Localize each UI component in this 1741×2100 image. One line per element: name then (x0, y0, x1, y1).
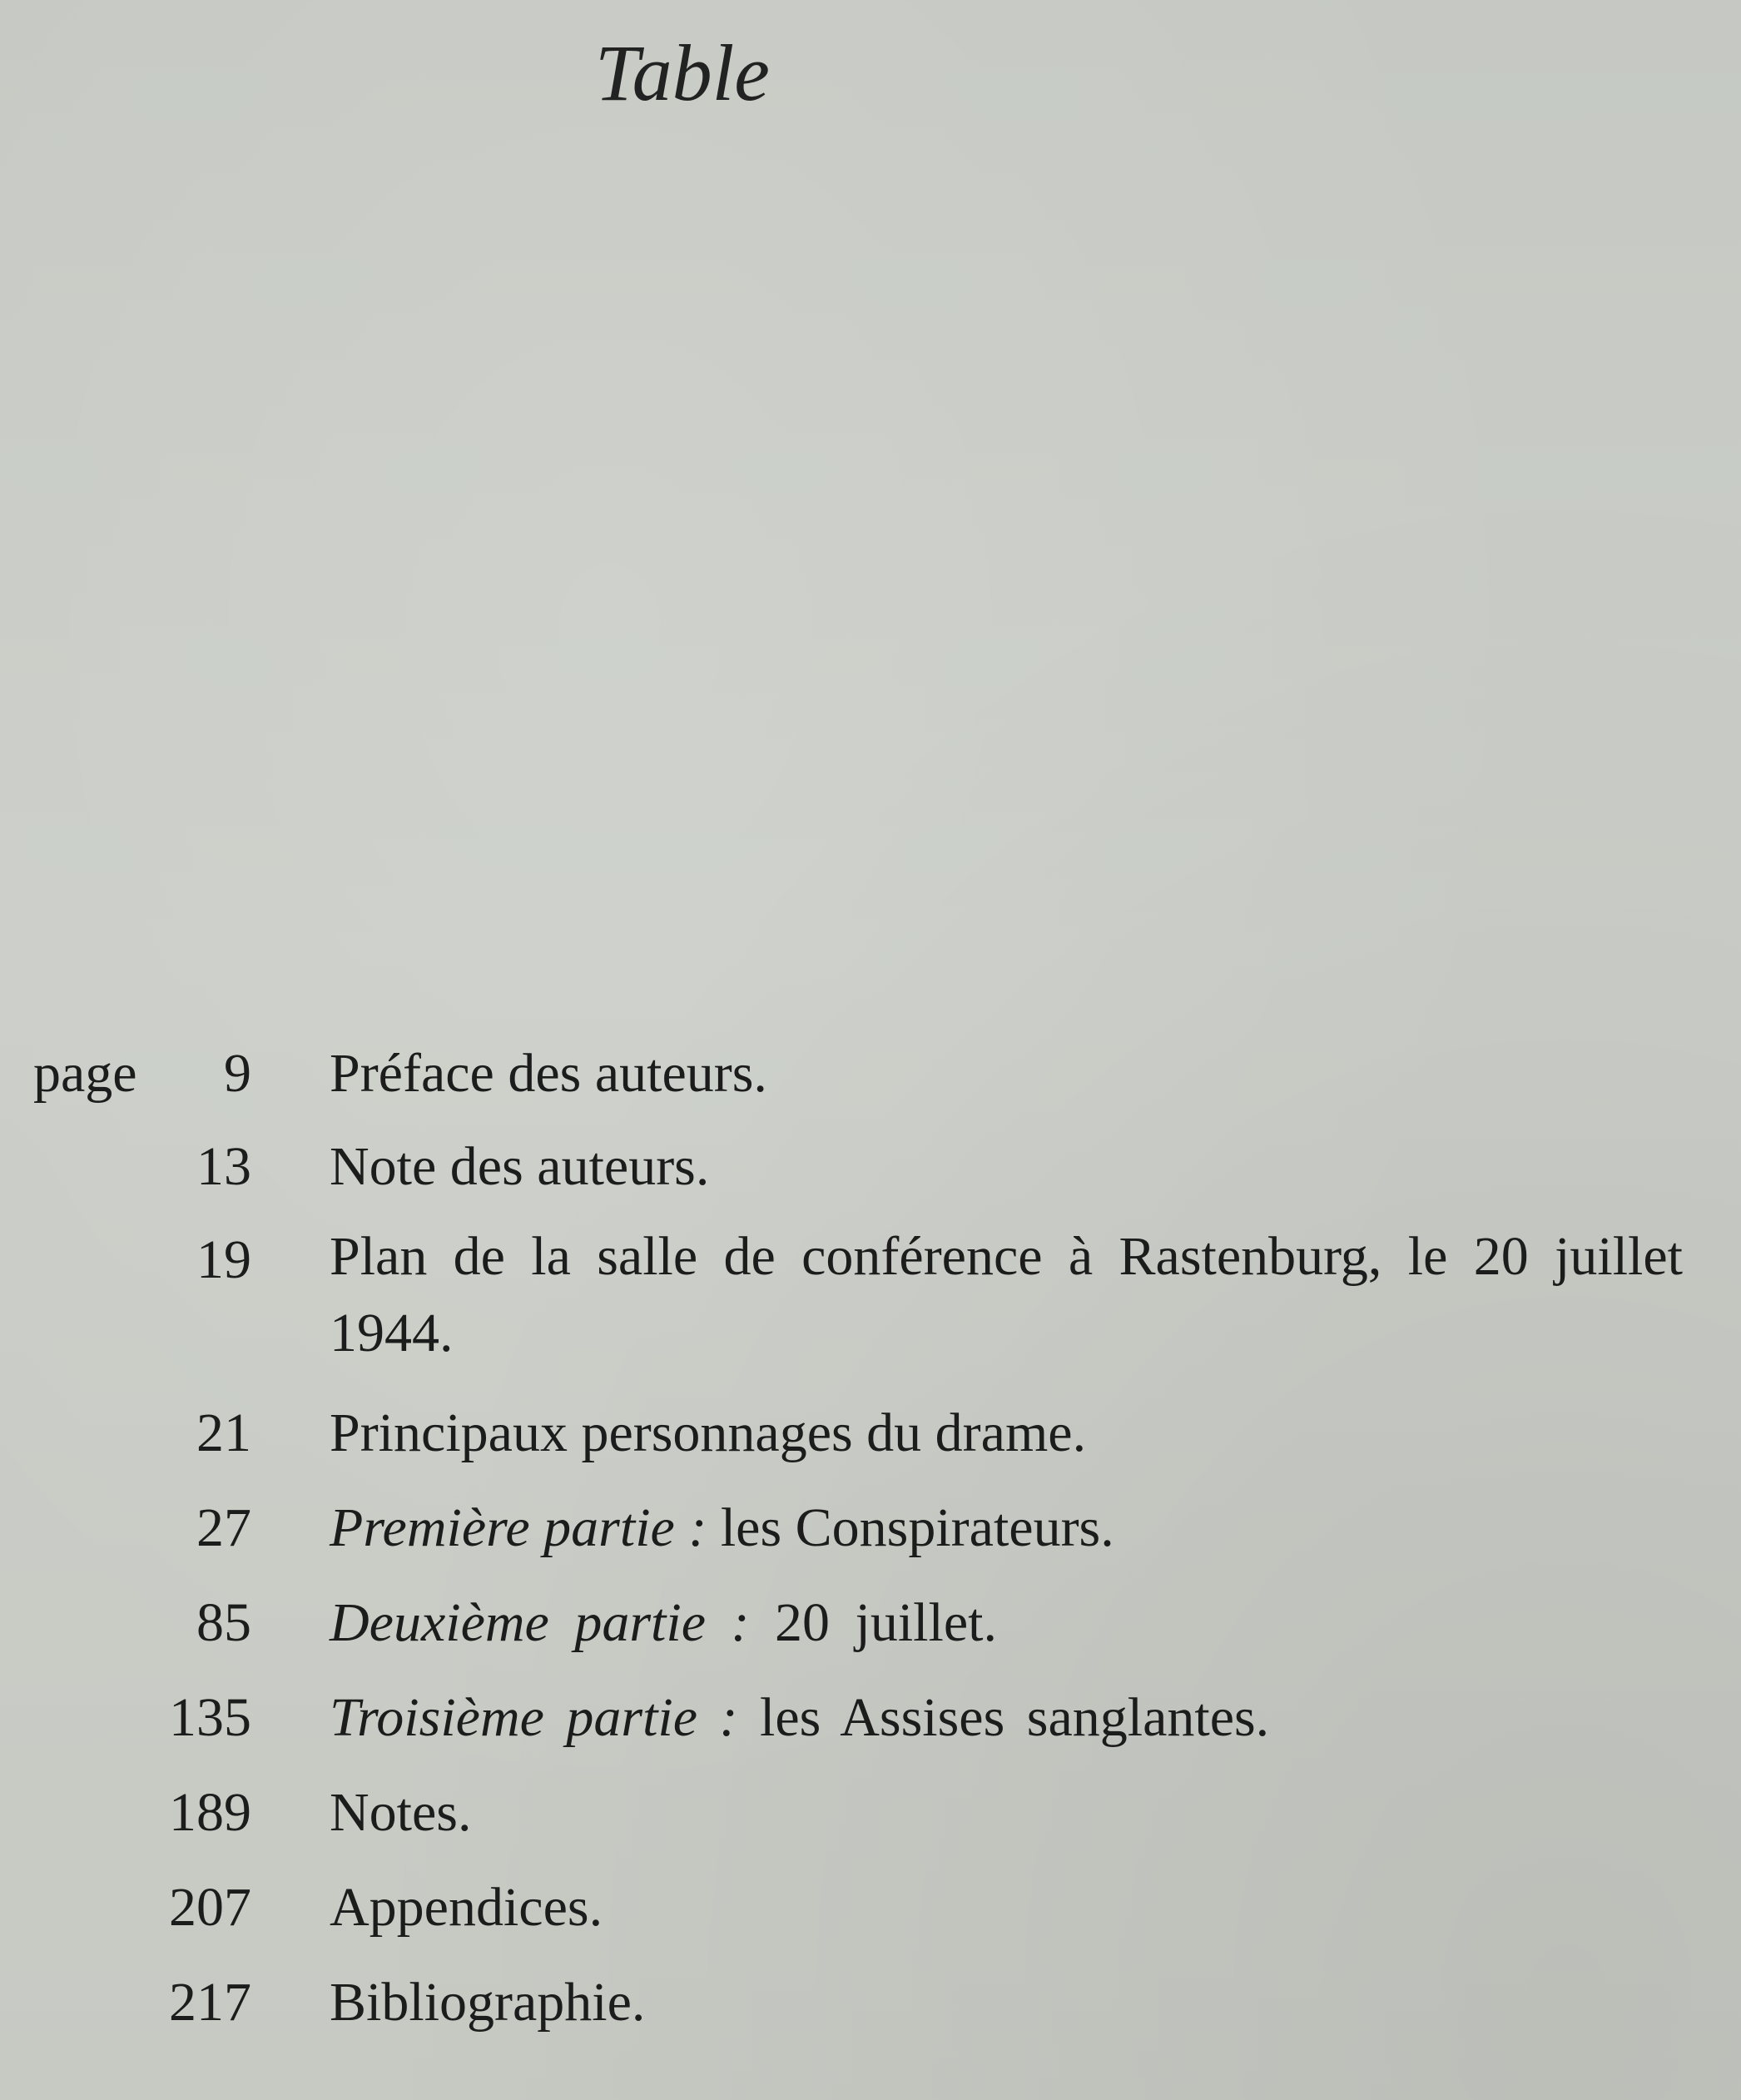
toc-entry-text: Notes. (330, 1782, 472, 1843)
toc-entry-title (330, 1581, 1678, 1665)
toc-entry-text: Plan de la salle de conférence à Rastenburg, le 20 juillet 1944. (330, 1226, 1683, 1363)
toc-entry-text: Principaux personnages du drame. (330, 1402, 1087, 1463)
toc-part-label: Deuxième partie : (330, 1592, 750, 1653)
toc-page-number: 13 (196, 1136, 251, 1197)
toc-page-number: 9 (224, 1043, 251, 1104)
toc-part-label: Première partie : (330, 1497, 707, 1558)
toc-page-number: 189 (169, 1782, 251, 1843)
toc-entry-text: 20 juillet. (774, 1592, 997, 1653)
toc-page-number: 85 (196, 1592, 251, 1653)
toc-entry-title (330, 1487, 1678, 1570)
toc-page-number: 27 (196, 1497, 251, 1558)
toc-page-number: 135 (169, 1687, 251, 1748)
toc-page-number: 217 (169, 1972, 251, 2033)
toc-entry-text: Note des auteurs. (330, 1136, 710, 1197)
toc-entry-text: Appendices. (330, 1877, 603, 1938)
toc-page-number: 207 (169, 1877, 251, 1938)
toc-page-number: 21 (196, 1402, 251, 1463)
toc-entry-text: les Assises sanglantes. (760, 1687, 1270, 1748)
toc-entry-title (330, 1771, 1678, 1854)
page-prefix-label: page (33, 1043, 137, 1104)
toc-entry-title (330, 1219, 1683, 1372)
toc-entry-title (330, 1032, 1678, 1115)
toc-entry-title (330, 1961, 1678, 2044)
toc-entry-title (330, 1392, 1678, 1475)
toc-entry-title (330, 1866, 1678, 1949)
toc-entry-text: les Conspirateurs. (720, 1497, 1114, 1558)
toc-entry-title (330, 1125, 1678, 1209)
toc-entry-text: Préface des auteurs. (330, 1043, 767, 1104)
toc-entry-title (330, 1676, 1678, 1760)
toc-page-number: 19 (196, 1229, 251, 1290)
page-title: Table (595, 28, 770, 117)
toc-entry-text: Bibliographie. (330, 1972, 646, 2033)
toc-part-label: Troisième partie : (330, 1687, 738, 1748)
